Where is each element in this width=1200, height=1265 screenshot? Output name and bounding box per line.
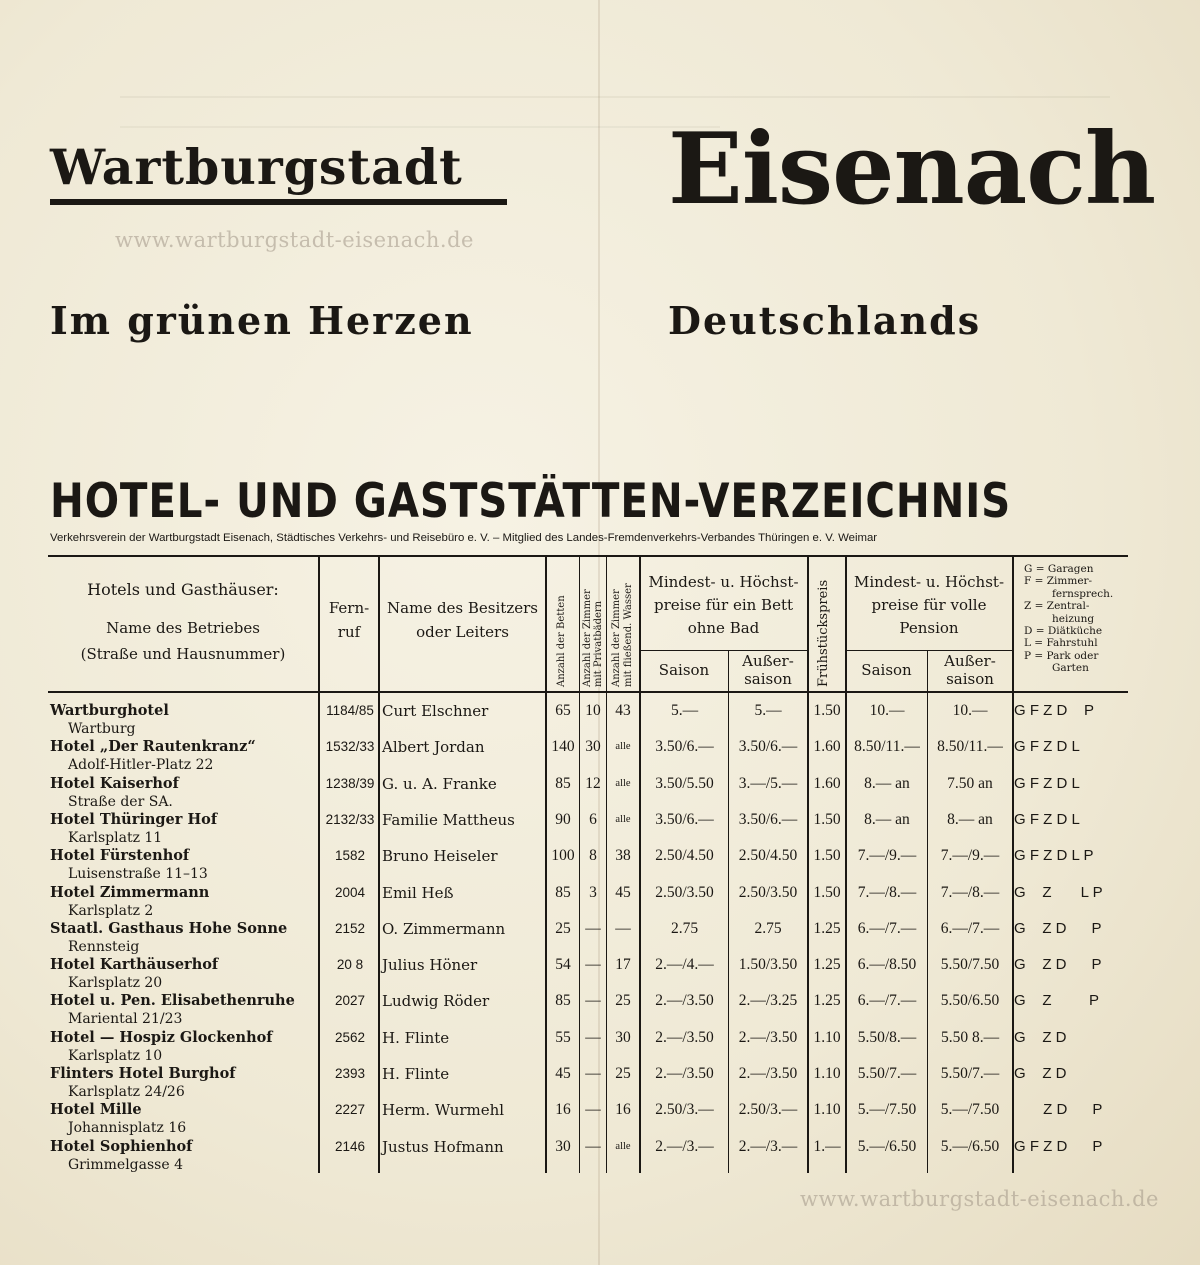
title-underline bbox=[50, 199, 507, 205]
cell-water: 45 bbox=[615, 883, 631, 901]
owner-name: Herm. Wurmehl bbox=[382, 1101, 505, 1120]
cell-bath: 3 bbox=[589, 883, 597, 901]
facilities-codes: G Z P bbox=[1014, 992, 1100, 1010]
hotel-name: Hotel Kaiserhof bbox=[50, 774, 179, 792]
hotel-name: Hotel u. Pen. Elisabethenruhe bbox=[50, 992, 295, 1010]
legend-line: Garten bbox=[1052, 662, 1089, 675]
bleed-through-line bbox=[120, 126, 720, 128]
hotel-name: Hotel Mille bbox=[50, 1101, 142, 1119]
cell-bath: 6 bbox=[589, 810, 597, 828]
table-row bbox=[48, 1138, 1128, 1174]
cell-bed-a: 2.—/3.25 bbox=[738, 992, 798, 1010]
table-row bbox=[48, 847, 1128, 883]
hotel-name: Hotel Karthäuserhof bbox=[50, 956, 219, 974]
header-owner-2: oder Leiters bbox=[416, 623, 509, 641]
hotel-address: Grimmelgasse 4 bbox=[68, 1156, 183, 1173]
header-bed-price-2: preise für ein Bett bbox=[654, 596, 793, 614]
cell-pen-s: 10.— bbox=[869, 702, 905, 719]
header-pension-3: Pension bbox=[899, 619, 959, 637]
cell-bath: — bbox=[585, 956, 601, 974]
cell-breakfast: 1.50 bbox=[813, 883, 841, 901]
owner-name: Bruno Heiseler bbox=[382, 847, 498, 866]
cell-bed-a: 3.—/5.— bbox=[738, 774, 798, 792]
cell-bath: 10 bbox=[585, 702, 601, 719]
cell-bed-a: 2.50/4.50 bbox=[738, 847, 798, 865]
cell-bath: — bbox=[585, 1028, 601, 1046]
hotel-name: Wartburghotel bbox=[50, 702, 169, 719]
cell-bed-s: 2.50/3.50 bbox=[655, 883, 714, 901]
owner-name: Emil Heß bbox=[382, 883, 454, 902]
cell-water: alle bbox=[615, 741, 631, 753]
cell-bed-s: 2.50/4.50 bbox=[655, 847, 714, 865]
cell-breakfast: 1.50 bbox=[813, 847, 841, 865]
hotel-address: Adolf-Hitler-Platz 22 bbox=[68, 757, 214, 774]
header-rooms-bath-2: mit Privatbädern bbox=[593, 600, 604, 687]
hotel-name: Staatl. Gasthaus Hohe Sonne bbox=[50, 919, 288, 937]
cell-breakfast: 1.25 bbox=[813, 992, 841, 1010]
phone-number: 2152 bbox=[334, 920, 366, 936]
phone-number: 1532/33 bbox=[325, 739, 375, 755]
cell-bed-s: 2.—/3.50 bbox=[655, 1065, 714, 1082]
cell-beds: 90 bbox=[555, 810, 571, 828]
cell-pen-s: 5.50/8.— bbox=[857, 1028, 917, 1046]
cell-pen-a: 5.50/6.50 bbox=[940, 992, 1000, 1010]
cell-beds: 140 bbox=[551, 738, 575, 756]
cell-pen-s: 5.—/6.50 bbox=[857, 1137, 917, 1155]
cell-breakfast: 1.60 bbox=[813, 774, 841, 792]
hotel-address: Karlsplatz 24/26 bbox=[68, 1084, 185, 1100]
cell-bath: — bbox=[585, 1137, 601, 1155]
header-hotels-sub2: (Straße und Hausnummer) bbox=[80, 645, 286, 663]
cell-pen-s: 8.50/11.— bbox=[854, 738, 920, 756]
phone-number: 2027 bbox=[334, 993, 366, 1009]
cell-bed-s: 2.—/3.50 bbox=[655, 992, 714, 1010]
owner-name: G. u. A. Franke bbox=[382, 774, 497, 793]
cell-water: 30 bbox=[615, 1028, 631, 1046]
hotel-name: Flinters Hotel Burghof bbox=[50, 1065, 236, 1082]
subtitle-right: Deutschlands bbox=[668, 298, 982, 343]
phone-number: 1582 bbox=[334, 848, 366, 864]
header-hotels-title: Hotels und Gasthäuser: bbox=[87, 580, 279, 599]
cell-pen-a: 6.—/7.— bbox=[940, 919, 1000, 937]
hotel-name: Hotel Sophienhof bbox=[50, 1137, 193, 1155]
facilities-codes: G F Z D L P bbox=[1014, 847, 1094, 865]
cell-pen-a: 5.—/6.50 bbox=[940, 1137, 1000, 1155]
cell-water: 17 bbox=[615, 956, 631, 974]
owner-name: Justus Hofmann bbox=[382, 1137, 504, 1156]
facilities-codes: G Z D P bbox=[1014, 919, 1102, 937]
phone-number: 2132/33 bbox=[325, 811, 375, 827]
legend-line: Z = Zentral- bbox=[1024, 600, 1090, 613]
cell-bed-a: 2.75 bbox=[754, 919, 782, 937]
owner-name: Familie Mattheus bbox=[382, 810, 515, 829]
owner-name: Ludwig Röder bbox=[382, 992, 490, 1011]
cell-pen-s: 5.50/7.— bbox=[857, 1065, 917, 1082]
facilities-codes: Z D P bbox=[1014, 1101, 1103, 1119]
cell-breakfast: 1.25 bbox=[813, 956, 841, 974]
cell-pen-s: 7.—/8.— bbox=[857, 883, 917, 901]
header-phone-2: ruf bbox=[337, 623, 361, 641]
cell-pen-s: 6.—/7.— bbox=[857, 919, 917, 937]
cell-beds: 45 bbox=[555, 1065, 571, 1082]
legend-line: heizung bbox=[1052, 612, 1095, 625]
cell-water: 25 bbox=[615, 992, 631, 1010]
cell-beds: 85 bbox=[555, 883, 571, 901]
cell-bath: 12 bbox=[585, 774, 601, 792]
legend-line: L = Fahrstuhl bbox=[1024, 637, 1098, 650]
owner-name: Curt Elschner bbox=[382, 702, 489, 720]
phone-number: 1184/85 bbox=[326, 703, 374, 718]
cell-breakfast: 1.25 bbox=[813, 919, 841, 937]
cell-beds: 85 bbox=[555, 992, 571, 1010]
owner-name: Albert Jordan bbox=[382, 738, 485, 757]
cell-pen-s: 6.—/8.50 bbox=[857, 956, 917, 974]
phone-number: 1238/39 bbox=[325, 775, 375, 791]
legend-line: F = Zimmer- bbox=[1024, 575, 1093, 588]
table-row bbox=[48, 1029, 1128, 1065]
cell-breakfast: 1.10 bbox=[813, 1065, 841, 1082]
header-bottom-rule bbox=[48, 691, 1128, 693]
phone-number: 2004 bbox=[334, 884, 366, 900]
header-bed-price-3: ohne Bad bbox=[687, 619, 760, 637]
cell-bath: — bbox=[585, 992, 601, 1010]
header-bed-price-1: Mindest- u. Höchst- bbox=[648, 573, 799, 591]
hotel-address: Karlsplatz 10 bbox=[68, 1047, 163, 1064]
cell-pen-a: 5.50/7.50 bbox=[940, 956, 1000, 974]
hotel-address: Straße der SA. bbox=[68, 793, 173, 810]
cell-bed-a: 3.50/6.— bbox=[738, 738, 798, 756]
watermark-bottom: www.wartburgstadt-eisenach.de bbox=[800, 1187, 1159, 1211]
table-row bbox=[48, 702, 1128, 738]
legend-line: G = Garagen bbox=[1024, 563, 1094, 575]
legend-line: fernsprech. bbox=[1052, 587, 1114, 600]
table-row bbox=[48, 992, 1128, 1028]
table-row bbox=[48, 775, 1128, 811]
legend-line: D = Diätküche bbox=[1024, 625, 1103, 638]
cell-pen-s: 5.—/7.50 bbox=[857, 1101, 917, 1119]
cell-beds: 30 bbox=[555, 1137, 571, 1155]
cell-bed-s: 3.50/5.50 bbox=[655, 774, 714, 792]
owner-name: Julius Höner bbox=[382, 956, 478, 975]
hotel-address: Johannisplatz 16 bbox=[68, 1120, 187, 1137]
table-row bbox=[48, 920, 1128, 956]
hotel-name: Hotel Fürstenhof bbox=[50, 847, 190, 865]
cell-bath: — bbox=[585, 1065, 601, 1082]
header-pension-ausser-2: saison bbox=[946, 670, 994, 688]
cell-bed-s: 3.50/6.— bbox=[655, 738, 714, 756]
header-pension-saison: Saison bbox=[861, 661, 912, 679]
header-pension-2: preise für volle bbox=[871, 596, 987, 614]
cell-beds: 55 bbox=[555, 1028, 571, 1046]
cell-pen-s: 6.—/7.— bbox=[857, 992, 917, 1010]
cell-bed-s: 2.—/3.50 bbox=[655, 1028, 714, 1046]
cell-bed-s: 5.— bbox=[670, 702, 699, 719]
table-row bbox=[48, 811, 1128, 847]
cell-water: 43 bbox=[615, 702, 631, 719]
hotel-name: Hotel Zimmermann bbox=[50, 883, 210, 901]
cell-water: 16 bbox=[615, 1101, 631, 1119]
directory-heading: HOTEL- UND GASTSTÄTTEN-VERZEICHNIS bbox=[50, 474, 1012, 529]
facilities-codes: G F Z D P bbox=[1014, 702, 1095, 719]
hotel-name: Hotel „Der Rautenkranz“ bbox=[50, 738, 256, 756]
cell-bed-a: 2.50/3.50 bbox=[738, 883, 798, 901]
title-wartburgstadt: Wartburgstadt bbox=[50, 138, 463, 196]
cell-beds: 65 bbox=[555, 702, 571, 719]
phone-number: 2562 bbox=[334, 1029, 366, 1045]
header-rooms-water-1: Anzahl der Zimmer bbox=[611, 589, 622, 687]
subtitle-left: Im grünen Herzen bbox=[50, 298, 474, 343]
cell-beds: 25 bbox=[555, 919, 571, 937]
cell-bed-s: 3.50/6.— bbox=[655, 810, 714, 828]
cell-pen-a: 7.—/9.— bbox=[940, 847, 1000, 865]
subheader-rule bbox=[845, 650, 1012, 651]
header-hotels-sub1: Name des Betriebes bbox=[106, 619, 260, 637]
table-row bbox=[48, 1065, 1128, 1101]
header-owner-1: Name des Besitzers bbox=[387, 599, 538, 617]
cell-bed-a: 3.50/6.— bbox=[738, 810, 798, 828]
facilities-codes: G Z L P bbox=[1014, 883, 1103, 901]
facilities-codes: G Z D bbox=[1014, 1028, 1067, 1046]
watermark-top: www.wartburgstadt-eisenach.de bbox=[115, 228, 474, 252]
hotel-name: Hotel Thüringer Hof bbox=[50, 810, 218, 828]
hotel-address: Mariental 21/23 bbox=[68, 1011, 183, 1028]
owner-name: H. Flinte bbox=[382, 1028, 450, 1047]
cell-pen-a: 8.50/11.— bbox=[937, 738, 1003, 756]
cell-breakfast: 1.10 bbox=[813, 1028, 841, 1046]
facilities-codes: G Z D bbox=[1014, 1065, 1067, 1082]
cell-bed-s: 2.50/3.— bbox=[655, 1101, 714, 1119]
cell-water: — bbox=[615, 919, 631, 937]
legend-line: P = Park oder bbox=[1024, 649, 1099, 662]
cell-pen-a: 7.50 an bbox=[947, 774, 993, 792]
header-breakfast: Frühstückspreis bbox=[816, 579, 831, 687]
header-bed-saison: Saison bbox=[658, 661, 710, 679]
facilities-codes: G Z D P bbox=[1014, 956, 1102, 974]
cell-beds: 85 bbox=[555, 774, 571, 792]
phone-number: 2146 bbox=[334, 1138, 366, 1154]
cell-bed-a: 2.—/3.— bbox=[738, 1137, 798, 1155]
header-bed-ausser-2: saison bbox=[744, 670, 792, 688]
cell-bed-a: 5.— bbox=[754, 702, 782, 719]
cell-breakfast: 1.50 bbox=[813, 810, 841, 828]
facilities-legend bbox=[1024, 563, 1113, 675]
hotel-table bbox=[48, 555, 1128, 1173]
facilities-codes: G F Z D L bbox=[1014, 810, 1080, 828]
cell-water: alle bbox=[615, 777, 631, 789]
directory-subline: Verkehrsverein der Wartburgstadt Eisenach, Städtisches Verkehrs- und Reisebüro e. V. – Mitglied des Landes-Fremdenverkehrs-Verbandes Thüringen e. V. Weimar bbox=[50, 532, 878, 544]
cell-bed-a: 2.—/3.50 bbox=[738, 1028, 798, 1046]
subheader-rule bbox=[639, 650, 807, 651]
hotel-address: Rennsteig bbox=[68, 938, 140, 955]
cell-bath: — bbox=[585, 1101, 601, 1119]
cell-bed-s: 2.—/3.— bbox=[655, 1137, 714, 1155]
cell-beds: 16 bbox=[555, 1101, 571, 1119]
cell-pen-a: 5.50/7.— bbox=[940, 1065, 1000, 1082]
table-row bbox=[48, 1101, 1128, 1137]
header-pension-ausser-1: Außer- bbox=[944, 652, 996, 670]
cell-bed-s: 2.75 bbox=[670, 919, 699, 937]
table-top-rule bbox=[48, 555, 1128, 557]
hotel-name: Hotel — Hospiz Glockenhof bbox=[50, 1028, 273, 1046]
cell-pen-a: 7.—/8.— bbox=[940, 883, 1000, 901]
cell-beds: 100 bbox=[551, 847, 575, 865]
cell-pen-s: 8.— an bbox=[864, 810, 910, 828]
cell-breakfast: 1.50 bbox=[813, 702, 841, 719]
table-row bbox=[48, 738, 1128, 774]
cell-breakfast: 1.— bbox=[813, 1137, 841, 1155]
cell-bed-a: 1.50/3.50 bbox=[738, 956, 798, 974]
hotel-address: Wartburg bbox=[68, 721, 136, 737]
hotel-address: Karlsplatz 2 bbox=[68, 902, 154, 919]
owner-name: H. Flinte bbox=[382, 1065, 450, 1083]
header-bed-ausser-1: Außer- bbox=[742, 652, 794, 670]
hotel-address: Karlsplatz 20 bbox=[68, 975, 163, 992]
header-rooms-bath-1: Anzahl der Zimmer bbox=[582, 589, 593, 687]
cell-pen-a: 10.— bbox=[952, 702, 988, 719]
cell-water: alle bbox=[615, 813, 631, 825]
cell-pen-a: 5.50 8.— bbox=[940, 1028, 1000, 1046]
title-eisenach: Eisenach bbox=[668, 112, 1156, 227]
cell-beds: 54 bbox=[555, 956, 571, 974]
owner-name: O. Zimmermann bbox=[382, 919, 506, 938]
bleed-through-line bbox=[120, 96, 1110, 98]
cell-bed-s: 2.—/4.— bbox=[655, 956, 714, 974]
cell-pen-a: 5.—/7.50 bbox=[940, 1101, 1000, 1119]
phone-number: 2227 bbox=[334, 1102, 366, 1118]
cell-pen-s: 8.— an bbox=[864, 774, 910, 792]
facilities-codes: G F Z D L bbox=[1014, 774, 1080, 792]
cell-pen-s: 7.—/9.— bbox=[857, 847, 917, 865]
cell-breakfast: 1.10 bbox=[813, 1101, 841, 1119]
cell-water: alle bbox=[615, 1140, 631, 1152]
header-rooms-water-2: mit fließend. Wasser bbox=[623, 583, 634, 687]
cell-water: 38 bbox=[615, 847, 631, 865]
table-row bbox=[48, 956, 1128, 992]
table-row bbox=[48, 884, 1128, 920]
hotel-address: Karlsplatz 11 bbox=[68, 829, 163, 846]
cell-bath: 30 bbox=[585, 738, 601, 756]
cell-bath: — bbox=[585, 919, 601, 937]
cell-pen-a: 8.— an bbox=[947, 810, 993, 828]
cell-bed-a: 2.50/3.— bbox=[738, 1101, 798, 1119]
cell-water: 25 bbox=[615, 1065, 631, 1082]
facilities-codes: G F Z D P bbox=[1014, 1137, 1103, 1155]
facilities-codes: G F Z D L bbox=[1014, 738, 1080, 756]
phone-number: 20 8 bbox=[336, 957, 364, 973]
phone-number: 2393 bbox=[334, 1066, 366, 1081]
header-pension-1: Mindest- u. Höchst- bbox=[853, 573, 1005, 591]
cell-breakfast: 1.60 bbox=[813, 738, 841, 756]
header-phone-1: Fern- bbox=[328, 599, 370, 617]
cell-bath: 8 bbox=[589, 847, 597, 865]
header-beds: Anzahl der Betten bbox=[556, 595, 567, 687]
cell-bed-a: 2.—/3.50 bbox=[738, 1065, 798, 1082]
hotel-address: Luisenstraße 11–13 bbox=[68, 866, 208, 883]
